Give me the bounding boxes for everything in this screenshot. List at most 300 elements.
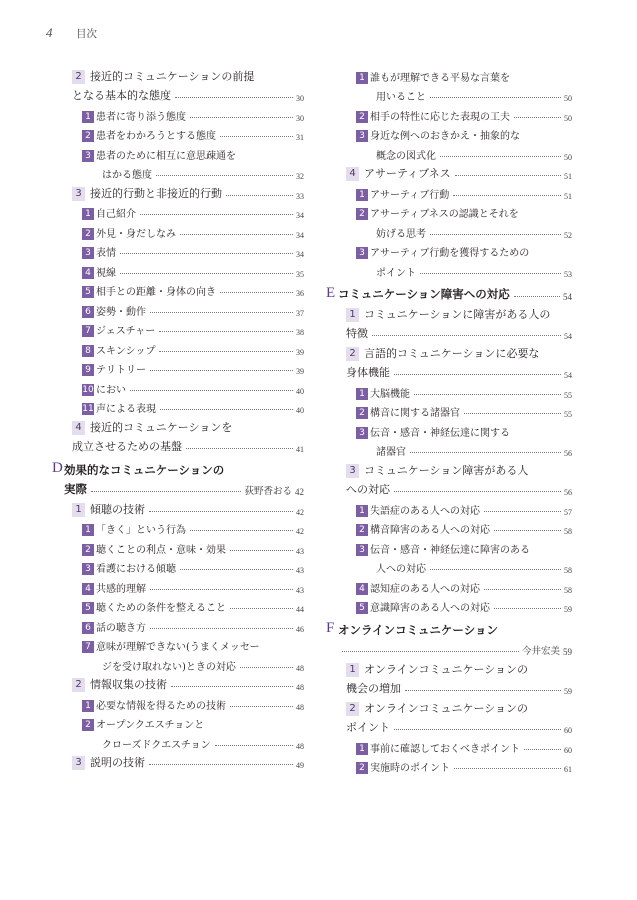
section-letter: F	[326, 620, 335, 636]
toc-entry-title: アサーティブネス	[364, 167, 451, 180]
toc-entry-line	[52, 653, 304, 673]
toc-entry[interactable]	[52, 458, 304, 497]
toc-entry-line	[326, 716, 572, 736]
author-name: 今井宏美	[521, 646, 560, 657]
toc-entry-title: 機会の増加	[346, 682, 401, 695]
leader-dots	[394, 374, 561, 375]
toc-entry[interactable]	[326, 103, 572, 123]
toc-entry-line	[326, 103, 572, 123]
toc-entry-line	[52, 220, 304, 240]
toc-entry-title: 相手との距離・身体の向き	[96, 287, 216, 298]
toc-entry[interactable]	[326, 657, 572, 696]
toc-entry[interactable]	[52, 712, 304, 751]
toc-entry-title: 諸器官	[376, 447, 406, 458]
toc-entry[interactable]	[326, 380, 572, 400]
toc-column-right	[326, 64, 572, 774]
leader-dots	[414, 394, 561, 395]
page-ref: 30	[296, 94, 304, 103]
toc-entry-line	[326, 575, 572, 595]
toc-entry-title: コミュニケーションに障害がある人の	[364, 307, 551, 321]
subsection-number-badge: 2	[82, 228, 94, 240]
toc-entry[interactable]	[326, 181, 572, 201]
toc-entry[interactable]	[52, 142, 304, 181]
toc-entry-title: テリトリー	[96, 365, 146, 376]
toc-entry-line	[52, 64, 304, 84]
page-ref: 50	[564, 94, 572, 103]
toc-entry-line	[326, 595, 572, 615]
toc-entry-line	[52, 357, 304, 377]
toc-entry-line	[326, 478, 572, 498]
toc-entry-title: 用いること	[376, 92, 426, 103]
page-header	[46, 25, 97, 41]
page-ref: 60	[564, 726, 572, 735]
toc-entry-title: オンラインコミュニケーション	[338, 622, 498, 637]
toc-entry-title: 特徴	[346, 327, 368, 340]
toc-entry-title: ジェスチャー	[96, 326, 156, 337]
subsection-number-badge: 2	[356, 762, 368, 774]
toc-entry-title: 聴くことの利点・意味・効果	[96, 544, 226, 556]
toc-entry-line	[52, 692, 304, 712]
toc-entry[interactable]	[326, 162, 572, 182]
toc-entry-line	[52, 181, 304, 201]
leader-dots	[514, 117, 561, 118]
toc-entry[interactable]	[326, 618, 572, 657]
page-ref: 61	[564, 765, 572, 774]
page-ref: 34	[296, 211, 304, 220]
toc-entry-title: 大脳機能	[370, 388, 410, 400]
toc-entry-title: 自己紹介	[96, 209, 136, 220]
section-number-badge: 3	[346, 464, 359, 478]
subsection-number-badge: 7	[82, 325, 94, 337]
subsection-number-badge: 3	[82, 563, 94, 575]
toc-entry-line	[52, 84, 304, 104]
subsection-number-badge: 5	[82, 286, 94, 298]
toc-entry-title: 説明の技術	[90, 756, 145, 769]
toc-entry[interactable]	[52, 181, 304, 201]
page-ref: 31	[296, 133, 304, 142]
subsection-number-badge: 6	[82, 306, 94, 318]
toc-entry-line	[326, 201, 572, 221]
subsection-number-badge: 3	[356, 544, 368, 556]
toc-entry[interactable]	[52, 575, 304, 595]
page-ref: 55	[564, 410, 572, 419]
page-ref: 48	[296, 663, 304, 673]
subsection-number-badge: 2	[356, 524, 368, 536]
toc-entry[interactable]	[52, 376, 304, 396]
toc-entry[interactable]	[326, 341, 572, 380]
leader-dots	[464, 413, 561, 414]
toc-entry-title: におい	[96, 384, 126, 396]
page-ref: 42	[296, 507, 304, 517]
toc-entry-line	[326, 439, 572, 459]
toc-entry-title: クローズドクエスチョン	[102, 739, 211, 751]
leader-dots	[484, 589, 561, 590]
leader-dots	[494, 608, 561, 609]
page-title: 目次	[76, 28, 97, 40]
page-ref: 58	[564, 527, 572, 536]
toc-entry[interactable]	[52, 103, 304, 123]
toc-entry[interactable]	[326, 419, 572, 458]
toc-entry[interactable]	[326, 123, 572, 162]
toc-entry-line	[52, 751, 304, 771]
toc-entry[interactable]	[52, 220, 304, 240]
toc-entry[interactable]	[326, 595, 572, 615]
section-letter: E	[326, 284, 336, 301]
page-ref: 48	[296, 702, 304, 712]
page-ref: 54	[563, 292, 572, 302]
toc-entry-title: 成立させるための基盤	[72, 440, 182, 453]
toc-entry-line	[326, 458, 572, 478]
toc-entry[interactable]	[326, 302, 572, 341]
toc-entry-title: オンラインコミュニケーションの	[364, 662, 529, 676]
toc-entry-line	[52, 634, 304, 654]
section-number-badge: 1	[346, 308, 359, 322]
leader-dots	[484, 511, 561, 512]
toc-entry-title: 声による表現	[96, 404, 156, 415]
toc-entry-title: ジを受け取れない)ときの対応	[102, 661, 236, 673]
toc-entry-title: アサーティブネスの認識とそれを	[370, 209, 519, 220]
toc-entry-line	[326, 240, 572, 260]
subsection-number-badge: 5	[82, 602, 94, 614]
page-ref: 34	[296, 250, 304, 259]
leader-dots	[180, 569, 293, 570]
toc-entry-line	[326, 497, 572, 517]
toc-entry-title: となる基本的な態度	[72, 89, 171, 102]
toc-entry-title: 患者のために相互に意思疎通を	[96, 150, 236, 162]
toc-entry-title: への対応	[346, 483, 390, 496]
page-number: 4	[46, 25, 53, 40]
subsection-number-badge: 5	[356, 602, 368, 614]
toc-entry[interactable]	[52, 751, 304, 771]
page-ref: 50	[564, 152, 572, 162]
page-ref: 38	[296, 328, 304, 337]
toc-entry-line	[52, 103, 304, 123]
page-ref: 42	[295, 487, 304, 497]
subsection-number-badge: 3	[82, 150, 94, 162]
leader-dots	[230, 550, 293, 551]
toc-entry-line	[52, 435, 304, 455]
toc-entry[interactable]	[326, 64, 572, 103]
leader-dots	[91, 491, 241, 492]
toc-entry[interactable]	[52, 201, 304, 221]
toc-entry-line	[326, 142, 572, 162]
toc-entry-title: 表情	[96, 248, 116, 259]
toc-entry-title: 必要な情報を得るための技術	[96, 700, 226, 712]
subsection-number-badge: 4	[82, 267, 94, 279]
toc-entry-title: 姿勢・動作	[96, 306, 146, 318]
toc-entry-line	[326, 380, 572, 400]
page-ref: 51	[564, 172, 572, 181]
subsection-number-badge: 1	[82, 208, 94, 220]
subsection-number-badge: 2	[82, 130, 94, 142]
leader-dots	[220, 292, 293, 293]
subsection-number-badge: 8	[82, 345, 94, 357]
toc-entry-title: 失語症のある人への対応	[370, 505, 480, 517]
section-number-badge: 2	[72, 70, 85, 84]
toc-entry-line	[52, 142, 304, 162]
author-name: 荻野香おる	[244, 486, 292, 497]
leader-dots	[175, 97, 293, 98]
toc-entry-title: アサーティブ行動を獲得するための	[370, 248, 530, 259]
page-ref: 59	[564, 605, 572, 614]
toc-entry[interactable]	[52, 396, 304, 416]
page-ref: 32	[296, 172, 304, 181]
subsection-number-badge: 3	[356, 130, 368, 142]
toc-entry[interactable]	[326, 240, 572, 279]
page-ref: 40	[296, 406, 304, 415]
leader-dots	[420, 273, 561, 274]
toc-entry[interactable]	[52, 123, 304, 143]
page-ref: 35	[296, 269, 304, 279]
subsection-number-badge: 11	[82, 404, 94, 414]
toc-entry-line	[52, 536, 304, 556]
subsection-number-badge: 3	[82, 247, 94, 259]
toc-entry[interactable]	[326, 575, 572, 595]
leader-dots	[453, 195, 561, 196]
subsection-number-badge: 2	[356, 208, 368, 220]
subsection-number-badge: 4	[356, 583, 368, 595]
leader-dots	[160, 409, 293, 410]
toc-entry-title: 事前に確認しておくべきポイント	[370, 743, 520, 755]
toc-entry[interactable]	[326, 735, 572, 755]
toc-entry-title: 人への対応	[376, 564, 426, 575]
toc-entry-line	[52, 712, 304, 732]
leader-dots	[150, 628, 293, 629]
leader-dots	[430, 234, 561, 235]
toc-entry-title: ポイント	[346, 721, 390, 734]
toc-entry-title: 「きく」という行為	[96, 525, 186, 536]
toc-entry[interactable]	[326, 201, 572, 240]
toc-entry[interactable]	[52, 357, 304, 377]
leader-dots	[430, 97, 561, 98]
subsection-number-badge: 1	[356, 743, 368, 755]
toc-entry-title: コミュニケーション障害がある人	[364, 463, 529, 477]
section-number-badge: 1	[346, 663, 359, 677]
toc-entry[interactable]	[326, 517, 572, 537]
leader-dots	[342, 651, 519, 652]
toc-entry[interactable]	[326, 696, 572, 735]
toc-entry-title: 実際	[64, 482, 87, 496]
toc-entry[interactable]	[52, 614, 304, 634]
toc-entry[interactable]	[52, 259, 304, 279]
subsection-number-badge: 2	[356, 407, 368, 419]
leader-dots	[171, 686, 293, 687]
toc-entry[interactable]	[52, 673, 304, 693]
leader-dots	[454, 768, 561, 769]
page-ref: 52	[564, 230, 572, 240]
toc-entry-line	[52, 298, 304, 318]
toc-entry-title: 実施時のポイント	[370, 763, 450, 774]
page-ref: 30	[296, 113, 304, 123]
leader-dots	[494, 530, 561, 531]
toc-entry[interactable]	[326, 458, 572, 497]
toc-entry-title: 言語的コミュニケーションに必要な	[364, 346, 540, 360]
leader-dots	[514, 296, 560, 297]
toc-entry-line	[326, 181, 572, 201]
toc-entry[interactable]	[326, 755, 572, 775]
leader-dots	[230, 608, 293, 609]
leader-dots	[394, 729, 561, 730]
toc-entry-line	[52, 279, 304, 299]
toc-entry[interactable]	[52, 634, 304, 673]
toc-entry-title: オープンクエスチョンと	[96, 720, 205, 731]
subsection-number-badge: 3	[356, 427, 368, 439]
toc-entry-line	[326, 84, 572, 104]
toc-entry[interactable]	[326, 283, 572, 303]
toc-entry[interactable]	[52, 337, 304, 357]
leader-dots	[149, 511, 293, 512]
toc-entry-title: 相手の特性に応じた表現の工夫	[370, 111, 510, 123]
page-ref: 56	[564, 449, 572, 458]
toc-entry-title: 共感的理解	[96, 583, 146, 595]
toc-entry[interactable]	[52, 64, 304, 103]
page-ref: 49	[296, 761, 304, 770]
toc-entry-line	[326, 755, 572, 775]
toc-entry-line	[326, 123, 572, 143]
toc-entry-line	[326, 735, 572, 755]
subsection-number-badge: 1	[82, 700, 94, 712]
toc-entry-title: 看護における傾聴	[96, 564, 176, 575]
section-number-badge: 4	[72, 421, 85, 435]
toc-entry-line	[52, 201, 304, 221]
toc-entry-title: 傾聴の技術	[90, 502, 145, 516]
toc-entry-title: 構音に関する諸器官	[370, 408, 460, 419]
toc-entry-title: アサーティブ行動	[370, 189, 450, 201]
toc-entry-title: スキンシップ	[96, 345, 156, 357]
toc-entry-line	[52, 162, 304, 182]
toc-entry-title: 接近的行動と非接近的行動	[90, 186, 222, 200]
subsection-number-badge: 3	[356, 247, 368, 259]
leader-dots	[150, 312, 293, 313]
toc-entry-line	[52, 123, 304, 143]
toc-entry-line	[326, 638, 572, 658]
toc-entry[interactable]	[52, 692, 304, 712]
page-ref: 41	[296, 445, 304, 454]
toc-entry-line	[52, 337, 304, 357]
leader-dots	[130, 390, 293, 391]
section-number-badge: 1	[72, 503, 85, 517]
toc-entry-title: 患者に寄り添う態度	[96, 111, 186, 123]
page-ref: 53	[564, 269, 572, 279]
leader-dots	[440, 156, 561, 157]
leader-dots	[230, 706, 293, 707]
subsection-number-badge: 1	[356, 505, 368, 517]
subsection-number-badge: 1	[82, 524, 94, 536]
toc-entry[interactable]	[52, 517, 304, 537]
toc-entry[interactable]	[326, 536, 572, 575]
page-ref: 57	[564, 507, 572, 517]
leader-dots	[430, 569, 561, 570]
toc-entry[interactable]	[52, 298, 304, 318]
page-ref: 48	[296, 741, 304, 751]
page-ref: 55	[564, 390, 572, 400]
toc-entry-title: 患者をわかろうとする態度	[96, 131, 216, 142]
toc-entry-line	[326, 517, 572, 537]
leader-dots	[149, 764, 293, 765]
leader-dots	[240, 667, 293, 668]
leader-dots	[190, 117, 293, 118]
toc-entry[interactable]	[52, 497, 304, 517]
toc-entry-line	[52, 458, 304, 478]
toc-entry-line	[326, 259, 572, 279]
toc-entry-line	[326, 696, 572, 716]
toc-entry[interactable]	[326, 497, 572, 517]
toc-entry-line	[52, 259, 304, 279]
subsection-number-badge: 2	[82, 544, 94, 556]
toc-entry-title: 身体機能	[346, 366, 390, 379]
page-ref: 33	[296, 191, 304, 201]
page-ref: 50	[564, 113, 572, 123]
toc-entry[interactable]	[52, 279, 304, 299]
subsection-number-badge: 7	[82, 641, 94, 653]
section-number-badge: 2	[346, 702, 359, 716]
subsection-number-badge: 9	[82, 364, 94, 376]
section-number-badge: 2	[72, 678, 85, 692]
leader-dots	[372, 335, 561, 336]
toc-entry[interactable]	[52, 556, 304, 576]
toc-entry-line	[52, 318, 304, 338]
toc-entry-title: 意味が理解できない(うまくメッセー	[96, 642, 260, 653]
page-ref: 59	[563, 647, 572, 657]
leader-dots	[156, 175, 293, 176]
toc-entry-line	[326, 361, 572, 381]
toc-entry-line	[52, 556, 304, 576]
toc-entry-line	[326, 400, 572, 420]
section-letter: D	[52, 460, 63, 476]
page-ref: 59	[564, 687, 572, 696]
page-ref: 39	[296, 347, 304, 357]
leader-dots	[150, 589, 293, 590]
subsection-number-badge: 4	[82, 583, 94, 595]
toc-entry-title: 聴くための条件を整えること	[96, 603, 226, 614]
subsection-number-badge: 1	[356, 388, 368, 400]
toc-entry-title: 誰もが理解できる平易な言葉を	[370, 72, 510, 84]
subsection-number-badge: 2	[356, 111, 368, 123]
toc-entry-line	[52, 376, 304, 396]
page-ref: 40	[296, 386, 304, 396]
subsection-number-badge: 2	[82, 719, 94, 731]
toc-entry-line	[52, 575, 304, 595]
leader-dots	[405, 690, 561, 691]
toc-entry-line	[326, 341, 572, 361]
page-ref: 43	[296, 566, 304, 575]
toc-entry[interactable]	[52, 240, 304, 260]
toc-entry-line	[52, 396, 304, 416]
toc-entry[interactable]	[326, 400, 572, 420]
toc-entry-title: 構音障害のある人への対応	[370, 525, 490, 536]
subsection-number-badge: 1	[356, 189, 368, 201]
toc-entry-title: 視線	[96, 267, 116, 279]
leader-dots	[455, 175, 561, 176]
page-ref: 46	[296, 624, 304, 634]
section-number-badge: 3	[72, 756, 85, 770]
page-ref: 44	[296, 605, 304, 614]
toc-entry-title: コミュニケーション障害への対応	[338, 287, 510, 301]
toc-entry[interactable]	[52, 595, 304, 615]
toc-entry[interactable]	[52, 536, 304, 556]
toc-column-left	[52, 64, 304, 770]
page-ref: 48	[296, 683, 304, 692]
toc-entry-line	[52, 478, 304, 498]
toc-entry-title: 外見・身だしなみ	[96, 228, 176, 240]
toc-entry[interactable]	[52, 415, 304, 454]
toc-entry[interactable]	[52, 318, 304, 338]
page-ref: 37	[296, 308, 304, 318]
section-number-badge: 2	[346, 347, 359, 361]
toc-entry-line	[326, 322, 572, 342]
leader-dots	[159, 331, 293, 332]
leader-dots	[394, 491, 561, 492]
